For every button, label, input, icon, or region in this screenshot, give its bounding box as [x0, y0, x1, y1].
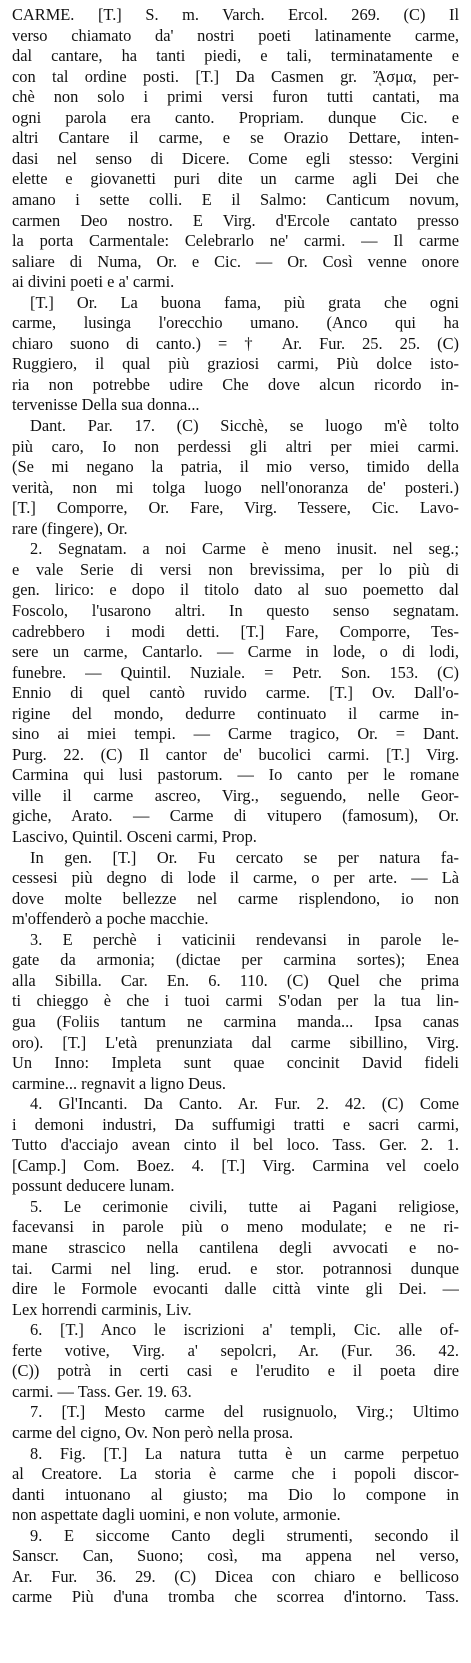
entry-line: CARME. [T.] S. m. Varch. Ercol. 269. (C) Il: [12, 5, 459, 24]
entry-line: gua (Foliis tantum ne carmina manda... Ipsa canas: [12, 1011, 459, 1031]
entry-line: chè non solo i primi versi furon tutti cantati, ma: [12, 87, 459, 107]
entry-line: funebre. — Quintil. Nuziale. = Petr. Son. 153. (C): [12, 662, 459, 682]
entry-line: 2. Segnatam. a noi Carme è meno inusit. nel seg.;: [30, 539, 459, 559]
entry-line: alla Sibilla. Car. En. 6. 110. (C) Quel che prima: [12, 970, 459, 990]
entry-line: Lex horrendi carminis, Liv.: [12, 1299, 192, 1319]
entry-line: oro). [T.] L'età prenunziata dal carme sibillino, Virg.: [12, 1032, 459, 1052]
entry-line: facevansi in parole più o meno modulate; e ne ri-: [12, 1217, 459, 1237]
entry-line: i demoni industri, Da suffumigi tratti e sacri carmi,: [12, 1114, 459, 1134]
entry-line: amano i sette colli. E il Salmo: Canticum novum,: [12, 189, 459, 209]
entry-line: [T.] Comporre, Or. Fare, Virg. Tessere, Cic. Lavo-: [12, 498, 459, 518]
entry-line: cessesi più degno di lode il carme, o per arte. — Là: [12, 868, 459, 888]
entry-line: ferte votive, Virg. a' sepolcri, Ar. (Fur. 36. 42.: [12, 1340, 459, 1360]
entry-line: giche, Arato. — Carme di vitupero (famosum), Or.: [12, 806, 459, 826]
entry-line: (C)) potrà in certi casi e l'erudito e il poeta dire: [12, 1361, 459, 1381]
entry-line: carmen Deo nostro. E Virg. d'Ercole cantato presso: [12, 210, 459, 230]
entry-line: sere un carme, Cantarlo. — Carme in lode, o di lodi,: [12, 642, 459, 662]
entry-line: Lascivo, Quintil. Osceni carmi, Prop.: [12, 827, 257, 846]
entry-line: 4. Gl'Incanti. Da Canto. Ar. Fur. 2. 42. (C) Come: [30, 1094, 459, 1114]
entry-line: (Se mi negano la patria, il mio verso, timido della: [12, 457, 459, 477]
entry-line: mane strascico nella cantilena degli avvocati e no-: [12, 1238, 459, 1257]
entry-line: al Creatore. La storia è carme che i popoli discor-: [12, 1464, 459, 1484]
entry-line: [T.] Or. La buona fama, più grata che ogni: [30, 292, 459, 312]
entry-line: più caro, Io non perdessi gli altri per miei carmi.: [12, 436, 459, 456]
entry-line: carme, lusinga l'orecchio umano. (Anco qui ha: [12, 313, 459, 333]
entry-line: non aspettate dagli uomini, e non volute, armonie.: [12, 1505, 341, 1525]
entry-line: saliare di Numa, Or. e Cic. — Or. Così venne onore: [12, 251, 459, 271]
entry-line: 7. [T.] Mesto carme del rusignuolo, Virg.; Ultimo: [30, 1402, 459, 1422]
entry-line: danti intuonano al giusto; ma Dio lo compone in: [12, 1484, 459, 1504]
entry-line: gate da armonia; (dictae per carmina sortes); Enea: [12, 950, 459, 970]
entry-line: gen. lirico: e dopo il titolo dato al suo poemetto dal: [12, 580, 459, 600]
entry-line: 8. Fig. [T.] La natura tutta è un carme perpetuo: [30, 1443, 459, 1463]
entry-line: dire le Formole evocanti dalle città vinte gli Dei. —: [12, 1279, 459, 1299]
entry-line: Purg. 22. (C) Il cantor de' bucolici carmi. [T.] Virg.: [12, 744, 459, 764]
entry-line: Sanscr. Can, Suono; così, ma appena nel verso,: [12, 1546, 459, 1566]
entry-line: carmi. — Tass. Ger. 19. 63.: [12, 1381, 192, 1401]
entry-line: elette e giovanetti puri dite un carme agli Dei che: [12, 169, 459, 189]
entry-line: Ruggiero, il qual più graziosi carmi, Più dolce isto-: [12, 354, 459, 374]
entry-line: verso chiamato da' nostri poeti latinamente carme,: [12, 25, 459, 45]
entry-line: verità, non mi tolga luogo nell'onoranza de' posteri.): [12, 477, 459, 497]
entry-line: Ar. Fur. 36. 29. (C) Dicea con chiaro e bellicoso: [12, 1566, 459, 1586]
entry-line: Carmina qui lusi pastorum. — Io canto per le romane: [12, 765, 459, 785]
entry-line: la porta Carmentale: Celebrarlo ne' carmi. — Il carme: [12, 231, 459, 251]
entry-line: ogni parola era canto. Propriam. dunque Cic. e: [12, 107, 459, 127]
entry-line: Dant. Par. 17. (C) Sicchè, se luogo m'è tolto: [30, 416, 459, 435]
entry-line: Un Inno: Impleta sunt quae concinit David fideli: [12, 1053, 459, 1073]
entry-line: m'offenderò a poche macchie.: [12, 909, 209, 929]
entry-line: tervenisse Della sua donna...: [12, 395, 200, 415]
entry-line: carmine... regnavit a ligno Deus.: [12, 1073, 226, 1093]
entry-line: chiaro suono di canto.) = † Ar. Fur. 25. 25. (C): [12, 333, 459, 353]
entry-line: altri Cantare il carme, e se Orazio Dettare, inten-: [12, 128, 459, 148]
entry-line: tai. Carmi nel ling. erud. e stor. potrannosi dunque: [12, 1258, 459, 1278]
entry-line: ai divini poeti e a' carmi.: [12, 272, 175, 292]
entry-line: carme del cigno, Ov. Non però nella prosa.: [12, 1422, 294, 1442]
entry-line: [Camp.] Com. Boez. 4. [T.] Virg. Carmina vel coelo: [12, 1155, 459, 1175]
entry-line: sino ai miei tempi. — Carme tragico, Or. = Dant.: [12, 724, 459, 744]
entry-line: ti chieggo è che i tuoi carmi S'odan per la tua lin-: [12, 991, 459, 1011]
entry-line: dal cantare, ha tanti piedi, e tali, terminatamente e: [12, 46, 459, 66]
entry-line: Tutto d'acciajo avean cinto il bel loco. Tass. Ger. 2. 1.: [12, 1135, 459, 1155]
entry-line: Foscolo, l'usarono altri. In questo senso segnatam.: [12, 600, 459, 620]
entry-line: rigine del mondo, dedurre continuato il carme in-: [12, 703, 459, 723]
entry-line: con tal ordine posti. [T.] Da Casmen gr. ᾌσμα, per-: [12, 66, 459, 86]
entry-line: 9. E siccome Canto degli strumenti, secondo il: [30, 1525, 459, 1545]
entry-line: In gen. [T.] Or. Fu cercato se per natura fa-: [30, 847, 459, 867]
entry-line: Ennio di quel cantò ruvido carme. [T.] Ov. Dall'o-: [12, 683, 459, 703]
entry-line: ria non potrebbe udire Che dove alcun ricordo in-: [12, 374, 459, 394]
entry-line: dove molte bellezze nel carme risplendono, io non: [12, 888, 459, 908]
entry-line: 3. E perchè i vaticinii rendevansi in parole le-: [30, 929, 459, 949]
entry-line: rare (fingere), Or.: [12, 518, 128, 538]
entry-line: ville il carme ascreo, Virg., seguendo, nelle Geor-: [12, 785, 459, 805]
entry-line: carme Più d'una tromba che scorrea d'intorno. Tass.: [12, 1587, 459, 1607]
entry-line: 5. Le cerimonie civili, tutte ai Pagani religiose,: [30, 1196, 459, 1216]
entry-line: dasi nel senso di Dicere. Come egli stesso: Vergini: [12, 148, 459, 168]
entry-line: possunt deducere lunam.: [12, 1176, 175, 1196]
entry-line: e vale Serie di versi non brevissima, per lo più di: [12, 559, 459, 579]
entry-line: 6. [T.] Anco le iscrizioni a' templi, Cic. alle of-: [30, 1320, 459, 1340]
entry-line: cadrebbero i modi detti. [T.] Fare, Comporre, Tes-: [12, 621, 459, 641]
